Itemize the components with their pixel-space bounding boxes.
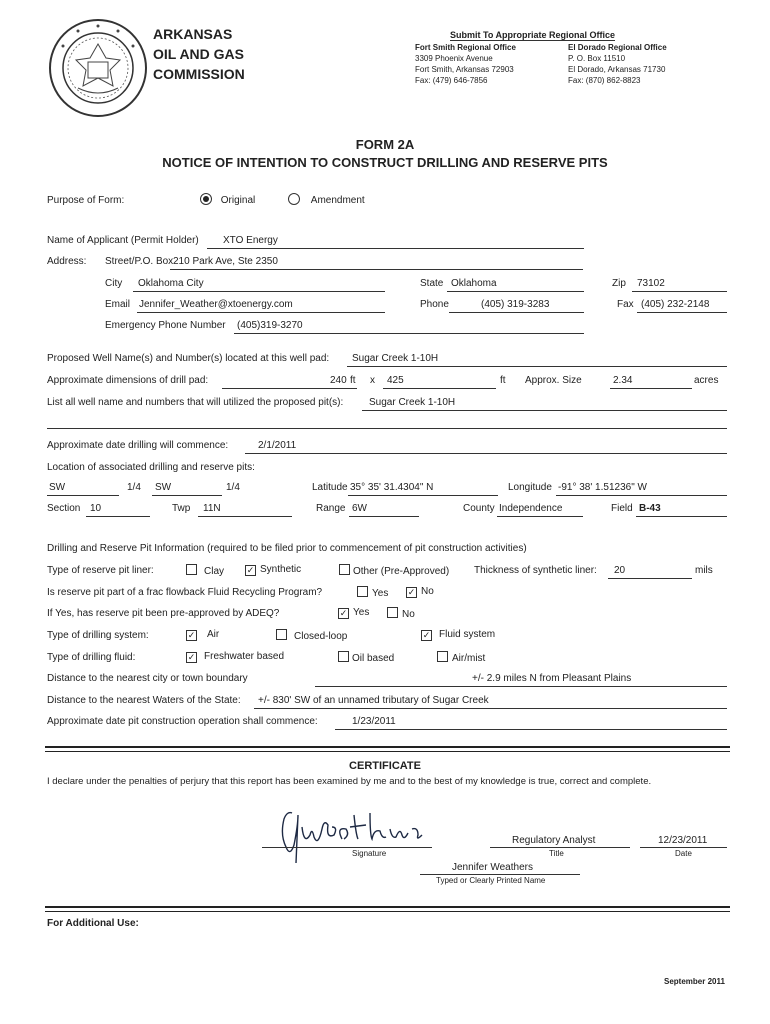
preapproved-yes[interactable]: ✓ Yes (339, 607, 370, 618)
fax[interactable]: (405) 232-2148 (641, 299, 710, 310)
county[interactable]: Independence (499, 503, 563, 514)
street-label: Street/P.O. Box (105, 256, 174, 267)
checkbox-preapproved-yes[interactable]: ✓ (339, 608, 348, 618)
preapproved-label: If Yes, has reserve pit been pre-approved by ADEQ? (47, 608, 280, 619)
latitude[interactable]: 35° 35' 31.4304" N (350, 482, 434, 493)
purpose-original[interactable]: Original (200, 193, 255, 206)
city-distance-label: Distance to the nearest city or town boundary (47, 673, 248, 684)
twp-label: Twp (172, 503, 191, 514)
construction-date-label: Approximate date pit construction operation shall commence: (47, 716, 318, 727)
agency-line2: OIL AND GAS (153, 46, 245, 62)
state-seal (48, 18, 148, 118)
form-title: FORM 2A (355, 137, 415, 152)
additional-use-label: For Additional Use: (47, 918, 139, 929)
form-subtitle: NOTICE OF INTENTION TO CONSTRUCT DRILLING AND RESERVE PITS (162, 155, 608, 170)
dim2[interactable]: 425 (387, 375, 404, 386)
radio-amendment[interactable] (288, 193, 300, 205)
system-label: Type of drilling system: (47, 630, 149, 641)
certificate-title: CERTIFICATE (349, 760, 421, 772)
agency-line3: COMMISSION (153, 66, 245, 82)
liner-label: Type of reserve pit liner: (47, 565, 154, 576)
street[interactable]: 210 Park Ave, Ste 2350 (173, 256, 278, 267)
email-label: Email (105, 299, 131, 310)
drill-date[interactable]: 2/1/2011 (258, 440, 297, 451)
water-distance-label: Distance to the nearest Waters of the State: (47, 695, 241, 706)
emergency-label: Emergency Phone Number (105, 320, 226, 331)
preapproved-no[interactable]: No (387, 607, 415, 620)
range-label: Range (316, 503, 346, 514)
el-dorado-addr1: P. O. Box 11510 (568, 54, 626, 63)
longitude[interactable]: -91° 38' 1.51236" W (558, 482, 647, 493)
fort-smith-addr1: 3309 Phoenix Avenue (415, 54, 493, 63)
purpose-amendment[interactable]: Amendment (288, 193, 365, 206)
field-label: Field (611, 503, 633, 514)
office-header: Submit To Appropriate Regional Office (450, 30, 616, 40)
agency-line1: ARKANSAS (153, 26, 233, 42)
fax-label: Fax (617, 299, 634, 310)
range[interactable]: 6W (352, 503, 367, 514)
el-dorado-addr2: El Dorado, Arkansas 71730 (568, 65, 666, 74)
checkbox-synthetic[interactable]: ✓ (246, 565, 255, 575)
zip[interactable]: 73102 (637, 278, 665, 289)
quarter2[interactable]: SW (155, 482, 172, 493)
checkbox-recycle-no[interactable]: ✓ (407, 587, 416, 597)
city-label: City (105, 278, 123, 289)
fort-smith-addr2: Fort Smith, Arkansas 72903 (415, 65, 514, 74)
fluid-fresh[interactable]: ✓ Freshwater based (187, 651, 285, 662)
zip-label: Zip (612, 278, 626, 289)
checkbox-air[interactable]: ✓ (187, 630, 196, 640)
fluid-airmist[interactable]: Air/mist (437, 651, 485, 664)
thickness[interactable]: 20 (614, 565, 626, 576)
title-label: Title (549, 849, 564, 858)
checkbox-oil-based[interactable] (338, 651, 349, 662)
recycle-no[interactable]: ✓ No (407, 586, 434, 597)
quarter1-label: 1/4 (127, 482, 141, 493)
el-dorado-name: El Dorado Regional Office (568, 43, 667, 52)
thickness-label: Thickness of synthetic liner: (474, 565, 597, 576)
el-dorado-fax: Fax: (870) 862-8823 (568, 76, 641, 85)
liner-synthetic[interactable]: ✓ Synthetic (246, 564, 302, 575)
quarter1[interactable]: SW (49, 482, 66, 493)
longitude-label: Longitude (508, 482, 552, 493)
checkbox-closed-loop[interactable] (276, 629, 287, 640)
size-label: Approx. Size (525, 375, 582, 386)
dim1[interactable]: 240 (330, 375, 347, 386)
section-label: Section (47, 503, 81, 514)
well-list-label: List all well name and numbers that will utilized the proposed pit(s): (47, 397, 344, 408)
checkbox-recycle-yes[interactable] (357, 586, 368, 597)
checkbox-clay[interactable] (186, 564, 197, 575)
checkbox-air-mist[interactable] (437, 651, 448, 662)
city[interactable]: Oklahoma City (138, 278, 204, 289)
purpose-label: Purpose of Form: (47, 195, 125, 206)
date-value[interactable]: 12/23/2011 (658, 835, 708, 846)
certificate-text: I declare under the penalties of perjury that this report has been examined by me and to the best of my knowledge is true, correct and complete. (47, 776, 652, 787)
title-value[interactable]: Regulatory Analyst (512, 835, 596, 846)
printed-name-label: Typed or Clearly Printed Name (436, 876, 546, 885)
state-label: State (420, 278, 444, 289)
fort-smith-fax: Fax: (479) 646-7856 (415, 76, 488, 85)
well-names-label: Proposed Well Name(s) and Number(s) located at this well pad: (47, 353, 330, 364)
size[interactable]: 2.34 (613, 375, 633, 386)
radio-original[interactable] (200, 193, 212, 205)
dims-label: Approximate dimensions of drill pad: (47, 375, 209, 386)
applicant-name-label: Name of Applicant (Permit Holder) (47, 235, 199, 246)
checkbox-freshwater[interactable]: ✓ (187, 652, 196, 662)
times: x (370, 375, 375, 386)
signature-label: Signature (352, 849, 387, 858)
well-names[interactable]: Sugar Creek 1-10H (352, 353, 439, 364)
checkbox-other[interactable] (339, 564, 350, 575)
printed-name[interactable]: Jennifer Weathers (452, 862, 533, 873)
system-closed[interactable]: Closed-loop (276, 629, 347, 642)
county-label: County (463, 503, 495, 514)
pit-info-label: Drilling and Reserve Pit Information (required to be filed prior to commencement of pit construction activities) (47, 543, 527, 554)
twp[interactable]: 11N (203, 503, 221, 514)
phone[interactable]: (405) 319-3283 (481, 299, 550, 310)
location-label: Location of associated drilling and reserve pits: (47, 462, 255, 473)
phone-label: Phone (420, 299, 449, 310)
checkbox-fluid-system[interactable]: ✓ (422, 630, 431, 640)
field[interactable]: B-43 (639, 503, 661, 514)
construction-date[interactable]: 1/23/2011 (352, 716, 396, 727)
state[interactable]: Oklahoma (451, 278, 497, 289)
signature-image (262, 805, 432, 870)
recycle-yes[interactable]: Yes (357, 586, 388, 599)
ft1: ft (350, 375, 356, 386)
email[interactable]: Jennifer_Weather@xtoenergy.com (139, 299, 293, 310)
mils: mils (695, 565, 713, 576)
latitude-label: Latitude (312, 482, 348, 493)
section[interactable]: 10 (90, 503, 102, 514)
liner-other[interactable]: Other (Pre-Approved) (339, 564, 449, 577)
drill-date-label: Approximate date drilling will commence: (47, 440, 229, 451)
quarter2-label: 1/4 (226, 482, 240, 493)
recycle-label: Is reserve pit part of a frac flowback Fluid Recycling Program? (47, 587, 323, 598)
liner-clay[interactable]: Clay (186, 564, 224, 577)
applicant-name[interactable]: XTO Energy (223, 235, 278, 246)
fort-smith-name: Fort Smith Regional Office (415, 43, 516, 52)
city-distance[interactable]: +/- 2.9 miles N from Pleasant Plains (472, 673, 632, 684)
fluid-oil[interactable]: Oil based (338, 651, 394, 664)
acres: acres (694, 375, 719, 386)
well-list[interactable]: Sugar Creek 1-10H (369, 397, 456, 408)
form-date: September 2011 (664, 977, 725, 986)
emergency[interactable]: (405)319-3270 (237, 320, 303, 331)
system-air[interactable]: ✓ Air (187, 629, 220, 640)
address-label: Address: (47, 256, 87, 267)
water-distance[interactable]: +/- 830' SW of an unnamed tributary of Sugar Creek (258, 695, 489, 706)
fluid-label: Type of drilling fluid: (47, 652, 136, 663)
checkbox-preapproved-no[interactable] (387, 607, 398, 618)
system-fluid[interactable]: ✓ Fluid system (422, 629, 496, 640)
ft2: ft (500, 375, 506, 386)
date-label: Date (675, 849, 692, 858)
